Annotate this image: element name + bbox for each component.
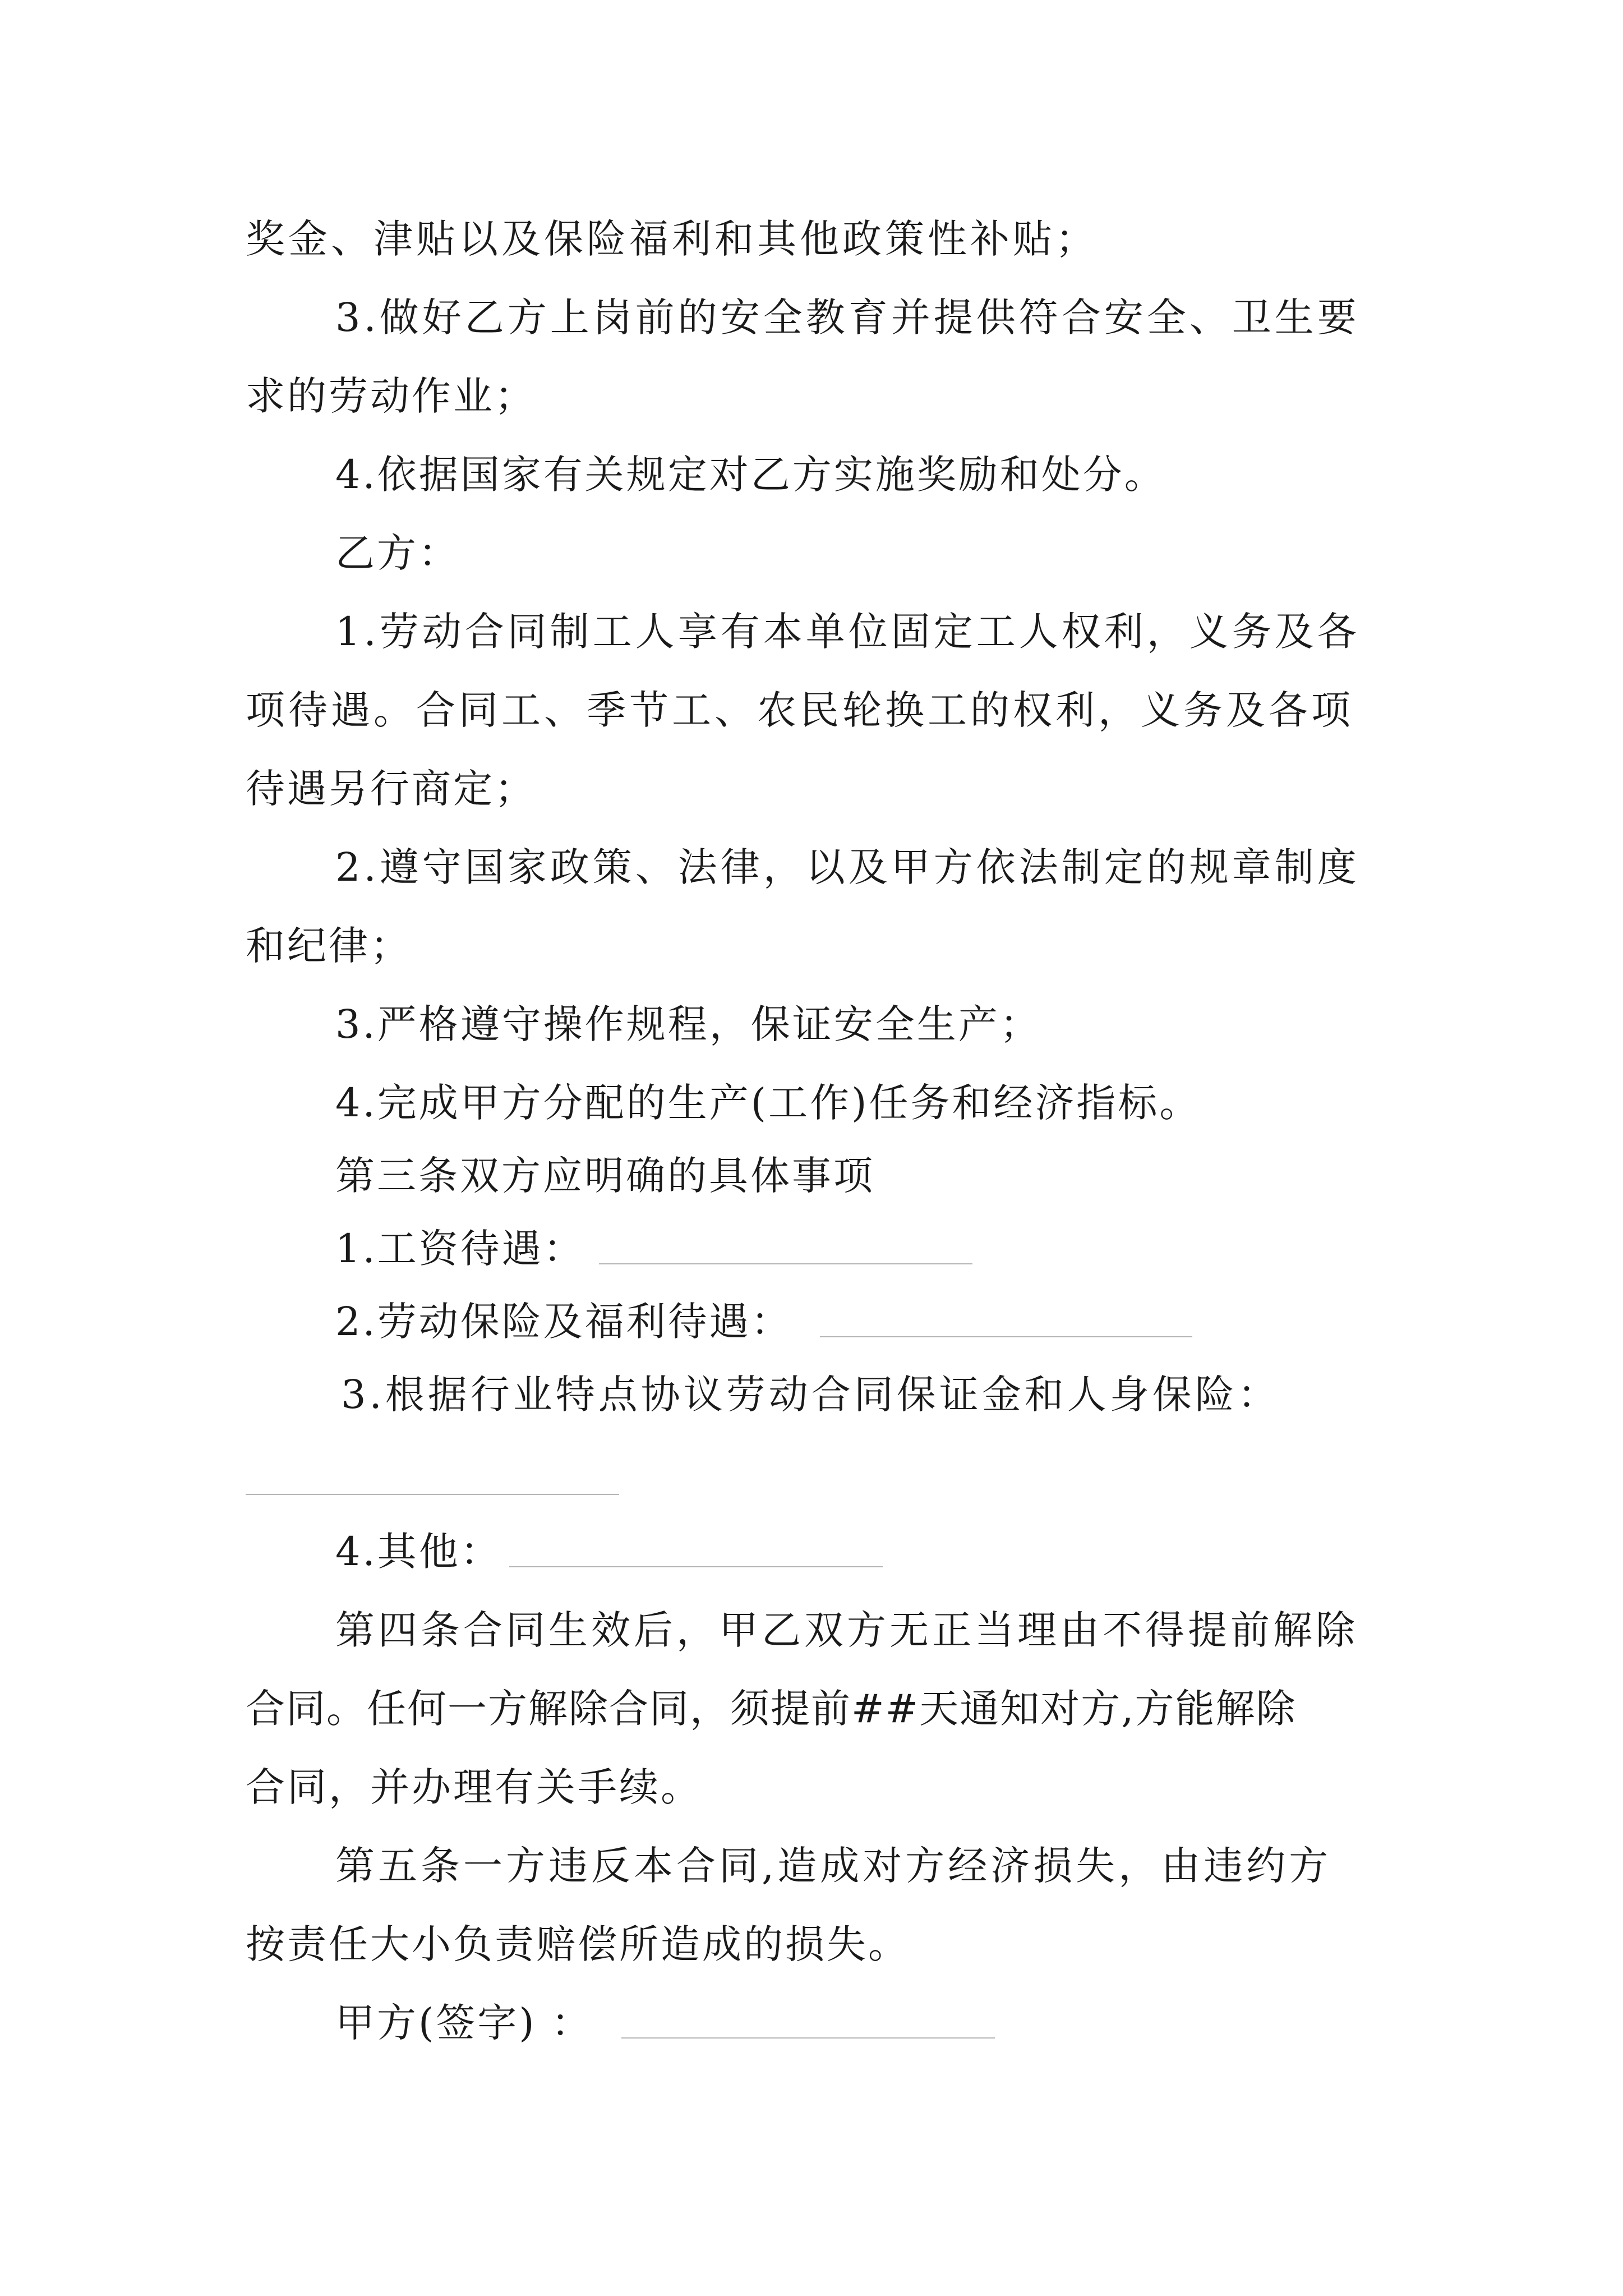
text-line: 求的劳动作业； — [246, 373, 536, 419]
text-line: 和纪律； — [246, 923, 412, 969]
text-line: 2.劳动保险及福利待遇： — [335, 1299, 792, 1345]
text-line: 1.工资待遇： — [335, 1226, 585, 1272]
text-line: 3.根据行业特点协议劳动合同保证金和人身保险： — [341, 1372, 1280, 1418]
text-line: 4.其他： — [335, 1529, 502, 1575]
text-line: 待遇另行商定； — [246, 766, 536, 812]
text-line: 第四条合同生效后，甲乙双方无正当理由不得提前解除 — [335, 1607, 1358, 1653]
other-blank[interactable] — [509, 1566, 883, 1567]
text-line: 2.遵守国家政策、法律，以及甲方依法制定的规章制度 — [335, 844, 1360, 890]
signature-blank[interactable] — [621, 2037, 995, 2039]
text-line: 4.依据国家有关规定对乙方实施奖励和处分。 — [335, 452, 1166, 498]
signature-label: 甲方(签字) ： — [335, 2000, 593, 2046]
text-line: 奖金、津贴以及保险福利和其他政策性补贴； — [246, 216, 1098, 262]
text-line: 4.完成甲方分配的生产(工作)任务和经济指标。 — [335, 1080, 1201, 1126]
text-line: 第五条一方违反本合同,造成对方经济损失，由违约方 — [335, 1843, 1332, 1889]
text-line: 乙方： — [335, 530, 460, 576]
section-heading: 第三条双方应明确的具体事项 — [335, 1153, 875, 1199]
text-line: 合同，并办理有关手续。 — [246, 1764, 702, 1810]
insurance-blank[interactable] — [820, 1336, 1192, 1337]
text-line: 项待遇。合同工、季节工、农民轮换工的权利，义务及各项 — [246, 687, 1354, 733]
salary-blank[interactable] — [599, 1263, 972, 1264]
text-line: 3.做好乙方上岗前的安全教育并提供符合安全、卫生要 — [335, 295, 1360, 341]
text-line: 3.严格遵守操作规程，保证安全生产； — [335, 1001, 1041, 1047]
deposit-blank[interactable] — [246, 1494, 619, 1495]
text-line: 合同。任何一方解除合同，须提前##天通知对方,方能解除 — [246, 1686, 1297, 1732]
text-line: 1.劳动合同制工人享有本单位固定工人权利，义务及各 — [335, 609, 1360, 655]
text-line: 按责任大小负责赔偿所造成的损失。 — [246, 1921, 910, 1967]
